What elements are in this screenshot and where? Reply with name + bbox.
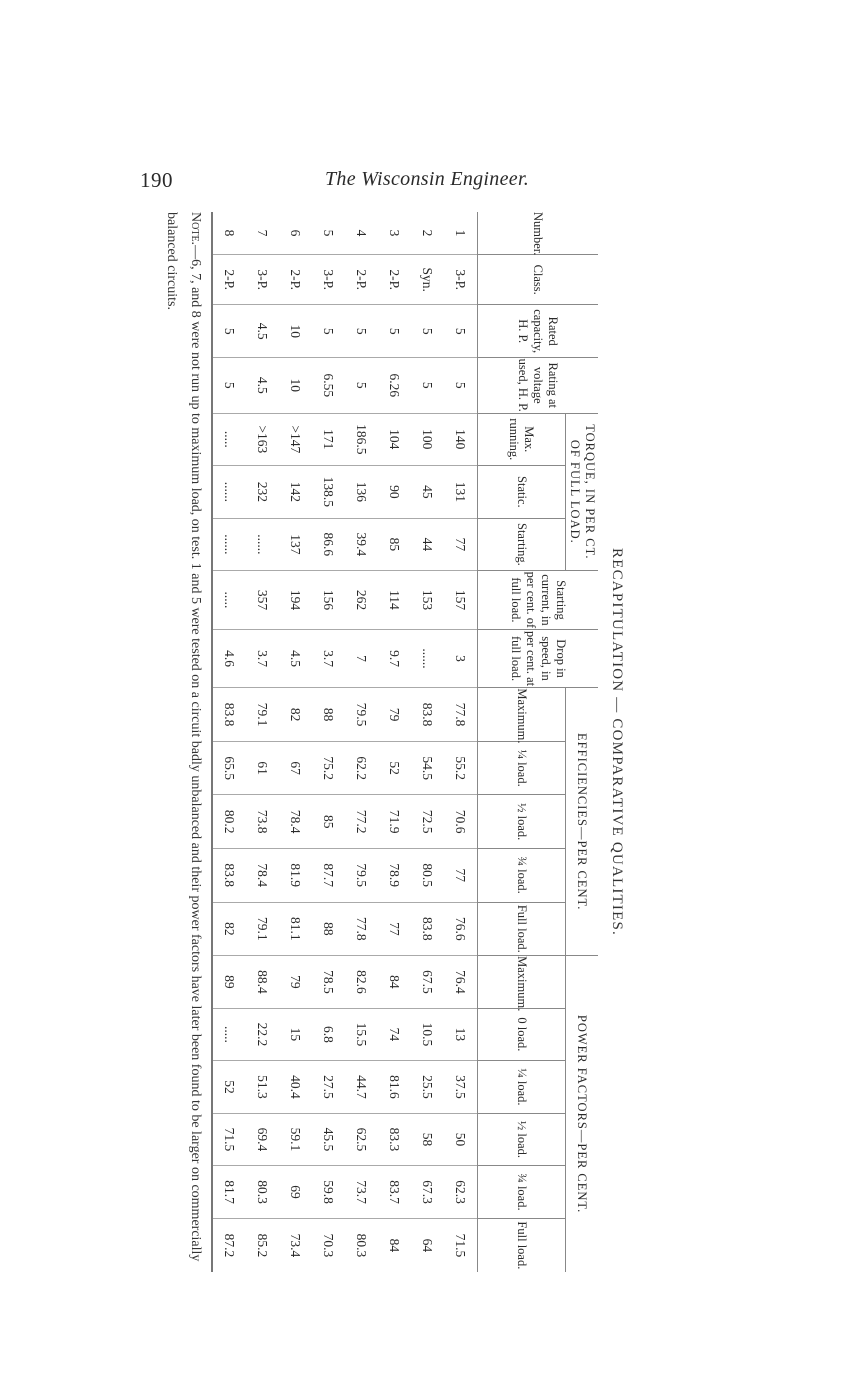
table-cell: 88	[312, 902, 345, 956]
table-row	[279, 212, 312, 1272]
table-cell: 62.3	[444, 1166, 478, 1219]
table-cell: 50	[444, 1113, 478, 1166]
table-cell: 137	[279, 518, 312, 571]
table-cell: 140	[444, 413, 478, 466]
table-cell: .....	[212, 413, 246, 466]
table-cell: 5	[312, 305, 345, 358]
table-cell: 8	[212, 212, 246, 254]
table-cell: 77	[444, 518, 478, 571]
table-cell: 3	[444, 629, 478, 688]
table-cell: 70.6	[444, 795, 478, 849]
table-cell: 104	[378, 413, 411, 466]
table-cell: 171	[312, 413, 345, 466]
table-cell: 37.5	[444, 1061, 478, 1114]
table-cell: 114	[378, 571, 411, 630]
table-body	[212, 212, 478, 1272]
table-cell: 142	[279, 466, 312, 519]
table-cell: 87.7	[312, 848, 345, 902]
table-cell: 5	[411, 357, 444, 413]
table-cell: 77.8	[444, 688, 478, 742]
table-cell: 15.5	[345, 1008, 378, 1061]
table-cell: 67.3	[411, 1166, 444, 1219]
table-row	[212, 212, 246, 1272]
table-cell: 52	[212, 1061, 246, 1114]
table-cell: 5	[411, 305, 444, 358]
table-cell: 13	[444, 1008, 478, 1061]
table-cell: 69.4	[246, 1113, 279, 1166]
table-cell: 59.1	[279, 1113, 312, 1166]
table-cell: 67	[279, 741, 312, 795]
table-cell: 84	[378, 956, 411, 1009]
table-cell: 3-P.	[312, 254, 345, 305]
table-cell: 73.7	[345, 1166, 378, 1219]
table-cell: 153	[411, 571, 444, 630]
header-rating-voltage: Rating at voltage used, H. P.	[478, 357, 599, 413]
table-cell: 78.9	[378, 848, 411, 902]
table-cell: 157	[444, 571, 478, 630]
table-cell: 81.7	[212, 1166, 246, 1219]
table-cell: 3.7	[312, 629, 345, 688]
table-cell: 79.1	[246, 688, 279, 742]
table-cell: 3-P.	[246, 254, 279, 305]
table-cell: 76.6	[444, 902, 478, 956]
table-cell: 69	[279, 1166, 312, 1219]
header-eff-quarter: ¼ load.	[478, 741, 566, 795]
table-cell: 79.5	[345, 688, 378, 742]
table-cell: 58	[411, 1113, 444, 1166]
header-eff-half: ½ load.	[478, 795, 566, 849]
table-cell: 232	[246, 466, 279, 519]
running-head: The Wisconsin Engineer.	[325, 168, 530, 190]
header-pf-quarter: ¼ load.	[478, 1061, 566, 1114]
header-class: Class.	[478, 254, 599, 305]
table-cell: 79	[279, 956, 312, 1009]
table-cell: 84	[387, 1238, 403, 1253]
table-cell: 85.2	[255, 1233, 271, 1258]
table-cell: 262	[345, 571, 378, 630]
table-cell: 4.6	[212, 629, 246, 688]
table-cell: 82	[279, 688, 312, 742]
rotated-table-block	[155, 212, 625, 1272]
table-cell: 10.5	[411, 1008, 444, 1061]
table-cell: .....	[212, 1008, 246, 1061]
table-cell: 82	[212, 902, 246, 956]
table-cell: 80.3	[246, 1166, 279, 1219]
table-cell: 72.5	[411, 795, 444, 849]
comparative-qualities-table	[211, 212, 598, 1272]
table-cell: 5	[444, 357, 478, 413]
table-cell: 78.4	[279, 795, 312, 849]
table-cell: 79	[378, 688, 411, 742]
table-cell: 52	[378, 741, 411, 795]
table-cell: 88	[312, 688, 345, 742]
table-cell: 5	[378, 305, 411, 358]
table-cell: 81.6	[378, 1061, 411, 1114]
table-cell: 15	[279, 1008, 312, 1061]
table-cell: 357	[246, 571, 279, 630]
page-number: 190	[140, 168, 173, 192]
table-cell: 5	[444, 305, 478, 358]
header-drop-speed: Drop in speed, in per cent. at full load.	[478, 629, 599, 688]
table-cell: 64	[420, 1238, 436, 1253]
table-cell: 55.2	[444, 741, 478, 795]
table-cell: 80.2	[212, 795, 246, 849]
table-cell: 78.5	[312, 956, 345, 1009]
table-cell: 156	[312, 571, 345, 630]
table-cell: 65.5	[212, 741, 246, 795]
table-cell: 45.5	[312, 1113, 345, 1166]
table-cell: 71.5	[212, 1113, 246, 1166]
table-cell: 61	[246, 741, 279, 795]
table-cell: 3.7	[246, 629, 279, 688]
table-cell: >147	[279, 413, 312, 466]
table-cell: 10	[279, 305, 312, 358]
table-cell: 71.9	[378, 795, 411, 849]
table-cell: 44.7	[345, 1061, 378, 1114]
table-cell: 6.55	[312, 357, 345, 413]
header-starting: Starting.	[478, 518, 566, 571]
table-cell: 45	[411, 466, 444, 519]
table-row	[312, 212, 345, 1272]
table-cell: ......	[411, 629, 444, 688]
table-row	[246, 212, 279, 1272]
table-cell: 1	[444, 212, 478, 254]
table-cell: 59.8	[312, 1166, 345, 1219]
table-cell: 51.3	[246, 1061, 279, 1114]
table-cell: Syn.	[411, 254, 444, 305]
header-pf-full: Full load.	[478, 1218, 566, 1272]
table-cell: 83.8	[212, 848, 246, 902]
header-pf-three-quarter: ¾ load.	[478, 1166, 566, 1219]
group-efficiencies: EFFICIENCIES—PER CENT.	[565, 688, 598, 956]
table-cell: ......	[212, 518, 246, 571]
table-cell: >163	[246, 413, 279, 466]
group-torque: TORQUE, IN PER CT. OF FULL LOAD.	[565, 413, 598, 571]
header-rated-capacity: Rated capacity, H. P.	[478, 305, 599, 358]
table-cell: 78.4	[246, 848, 279, 902]
table-cell: 79.1	[246, 902, 279, 956]
table-cell: 22.2	[246, 1008, 279, 1061]
table-cell: 80.5	[411, 848, 444, 902]
table-cell: 5	[212, 305, 246, 358]
table-cell: 100	[411, 413, 444, 466]
table-cell: 2-P.	[378, 254, 411, 305]
note-lead: Note.	[188, 212, 203, 246]
table-cell: 27.5	[312, 1061, 345, 1114]
table-cell: 2-P.	[279, 254, 312, 305]
table-cell: 4	[345, 212, 378, 254]
table-cell: 83.8	[212, 688, 246, 742]
table-cell: 77	[378, 902, 411, 956]
table-cell: 75.2	[312, 741, 345, 795]
table-cell: 77.8	[345, 902, 378, 956]
table-cell: 4.5	[246, 305, 279, 358]
table-row	[378, 212, 411, 1272]
header-static: Static.	[478, 466, 566, 519]
table-cell: .....	[212, 571, 246, 630]
table-cell: 6.8	[312, 1008, 345, 1061]
table-cell: 90	[378, 466, 411, 519]
table-cell: 81.1	[279, 902, 312, 956]
header-pf-half: ½ load.	[478, 1113, 566, 1166]
header-eff-three-quarter: ¾ load.	[478, 848, 566, 902]
table-cell: 5	[312, 212, 345, 254]
table-cell: 25.5	[411, 1061, 444, 1114]
table-cell: 86.6	[312, 518, 345, 571]
header-max-running: Max. running.	[478, 413, 566, 466]
table-cell: 136	[345, 466, 378, 519]
header-starting-current: Starting current, in per cent. of full load.	[478, 571, 599, 630]
table-cell: 9.7	[378, 629, 411, 688]
table-cell: 89	[212, 956, 246, 1009]
table-cell: 186.5	[345, 413, 378, 466]
table-cell: 2-P.	[345, 254, 378, 305]
table-cell: 3	[378, 212, 411, 254]
table-cell: 7	[246, 212, 279, 254]
table-row	[411, 212, 444, 1272]
table-cell: 39.4	[345, 518, 378, 571]
table-cell: 83.8	[411, 902, 444, 956]
table-title: RECAPITULATION — COMPARATIVE QUALITIES.	[609, 548, 625, 936]
table-cell: 54.5	[411, 741, 444, 795]
table-cell: 6.26	[378, 357, 411, 413]
table-cell: 77.2	[345, 795, 378, 849]
header-number: Number.	[478, 212, 599, 254]
table-cell: 77	[444, 848, 478, 902]
table-cell: 81.9	[279, 848, 312, 902]
table-cell: 7	[345, 629, 378, 688]
table-cell: 88.4	[246, 956, 279, 1009]
table-cell: 83.3	[378, 1113, 411, 1166]
note-text: —6, 7, and 8 were not run up to maximum load, on test. 1 and 5 were tested on a circuit badly unbalanced and their power factors have later been found to be larger on commercially balanced circuits.	[164, 212, 203, 1262]
table-cell: 2	[411, 212, 444, 254]
table-cell: 62.2	[345, 741, 378, 795]
table-cell: 70.3	[321, 1233, 337, 1258]
table-cell: 85	[378, 518, 411, 571]
header-pf-max: Maximum.	[478, 956, 566, 1009]
table-cell: 4.5	[279, 629, 312, 688]
table-cell: 5	[345, 305, 378, 358]
table-cell: 82.6	[345, 956, 378, 1009]
table-cell: ......	[246, 518, 279, 571]
table-cell: 4.5	[246, 357, 279, 413]
table-cell: 62.5	[345, 1113, 378, 1166]
table-row	[444, 212, 478, 1272]
table-cell: 83.7	[378, 1166, 411, 1219]
group-power-factors: POWER FACTORS—PER CENT.	[565, 956, 598, 1272]
table-cell: 138.5	[312, 466, 345, 519]
table-cell: 73.4	[288, 1233, 304, 1258]
table-cell: 131	[444, 466, 478, 519]
table-cell: 2-P.	[212, 254, 246, 305]
table-row	[345, 212, 378, 1272]
table-cell: 76.4	[444, 956, 478, 1009]
table-cell: 44	[411, 518, 444, 571]
table-cell: 74	[378, 1008, 411, 1061]
header-eff-max: Maximum.	[478, 688, 566, 742]
table-cell: 80.3	[354, 1233, 370, 1258]
table-cell: 10	[279, 357, 312, 413]
table-cell: 3-P.	[444, 254, 478, 305]
header-eff-full: Full load.	[478, 902, 566, 956]
table-cell: 79.5	[345, 848, 378, 902]
table-cell: 87.2	[212, 1218, 246, 1272]
table-cell: 67.5	[411, 956, 444, 1009]
table-cell: 83.8	[411, 688, 444, 742]
table-cell: 71.5	[453, 1233, 469, 1258]
table-cell: 194	[279, 571, 312, 630]
table-cell: 6	[279, 212, 312, 254]
table-cell: 40.4	[279, 1061, 312, 1114]
table-cell: 5	[212, 357, 246, 413]
table-cell: 5	[345, 357, 378, 413]
header-pf-zero: 0 load.	[478, 1008, 566, 1061]
table-cell: ......	[212, 466, 246, 519]
table-cell: 73.8	[246, 795, 279, 849]
table-note	[159, 212, 207, 1272]
table-cell: 85	[312, 795, 345, 849]
